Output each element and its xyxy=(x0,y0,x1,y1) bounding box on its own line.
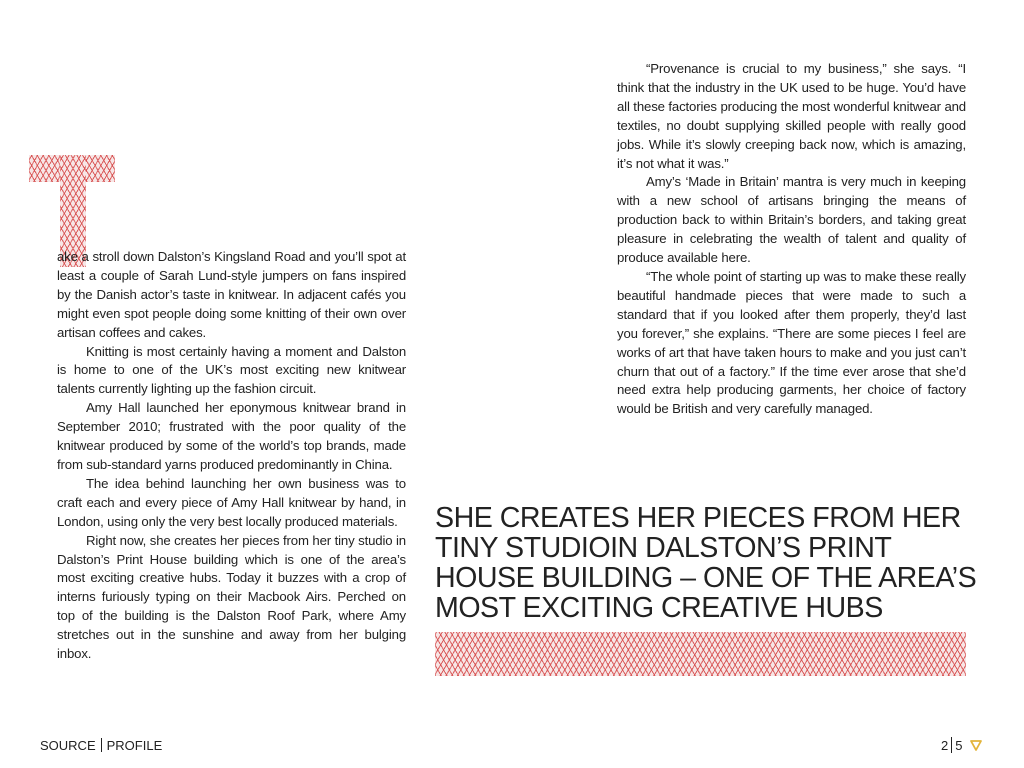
footer-section-label xyxy=(40,738,162,753)
paragraph: “Provenance is crucial to my business,” she says. “I think that the industry in the UK used to be huge. You’d have all these factories producing the most wonderful knitwear and textiles, no doubt supplying skilled people with really good jobs. While it’s slowly creeping back now, which is amazing, it’s not what it was.” xyxy=(617,61,966,171)
paragraph: ake a stroll down Dalston’s Kingsland Road and you’ll spot at least a couple of Sarah Lund-style jumpers on fans inspired by the Danish actor’s taste in knitwear. In adjacent cafés you might even spot people doing some knitting of their own over artisan coffees and cakes. xyxy=(57,249,406,340)
paragraph: Knitting is most certainly having a moment and Dalston is home to one of the UK’s most exciting new knitwear talents currently lighting up the fashion circuit. xyxy=(57,343,406,397)
paragraph: “The whole point of starting up was to make these really beautiful handmade pieces that were made to such a standard that if you looked after them properly, they’d last you forever,” she explains. “There are some pieces I feel are works of art that have taken hours to make and you just can’t churn that out of a factory.” If the time ever arose that she’d need extra help producing garments, her choice of factory would be British and very carefully managed. xyxy=(617,268,966,417)
triangle-down-icon[interactable] xyxy=(970,740,982,751)
page-indicator xyxy=(941,737,982,753)
paragraph: Amy’s ‘Made in Britain’ mantra is very much in keeping with a new school of artisans bringing the means of production back to within Britain’s borders, and taking great pleasure in celebrating the wealth of talent and quality of produce available here. xyxy=(617,174,966,266)
page-divider xyxy=(951,737,952,753)
paragraph: Right now, she creates her pieces from her tiny studio in Dalston’s Print House building which is one of the area’s most exciting creative hubs. Today it buzzes with a crop of interns furiously typing on their Macbook Airs. Perched on top of the building is the Dalston Roof Park, where Amy stretches out in the sunshine and away from her bulging inbox. xyxy=(57,532,406,662)
footer-divider xyxy=(101,738,102,752)
article-left-column xyxy=(57,248,406,664)
knit-pattern-strip xyxy=(435,632,966,676)
page-total: 5 xyxy=(955,737,963,753)
article-right-column xyxy=(617,60,966,419)
paragraph: The idea behind launching her own business was to craft each and every piece of Amy Hall knitwear by hand, in London, using only the very best locally produced materials. xyxy=(57,475,406,529)
footer-subsection: PROFILE xyxy=(106,738,163,753)
paragraph: Amy Hall launched her eponymous knitwear brand in September 2010; frustrated with the poor quality of the knitwear produced by some of the world’s top brands, made from sub-standard yarns produced predominantly in China. xyxy=(57,400,406,472)
page-current: 2 xyxy=(941,737,949,753)
footer-section: SOURCE xyxy=(40,738,96,753)
pull-quote: SHE CREATES HER PIECES FROM HER TINY STUDIOIN DALSTON’S PRINT HOUSE BUILDING – ONE OF THE AREA’S MOST EXCITING CREATIVE HUBS xyxy=(435,502,977,624)
